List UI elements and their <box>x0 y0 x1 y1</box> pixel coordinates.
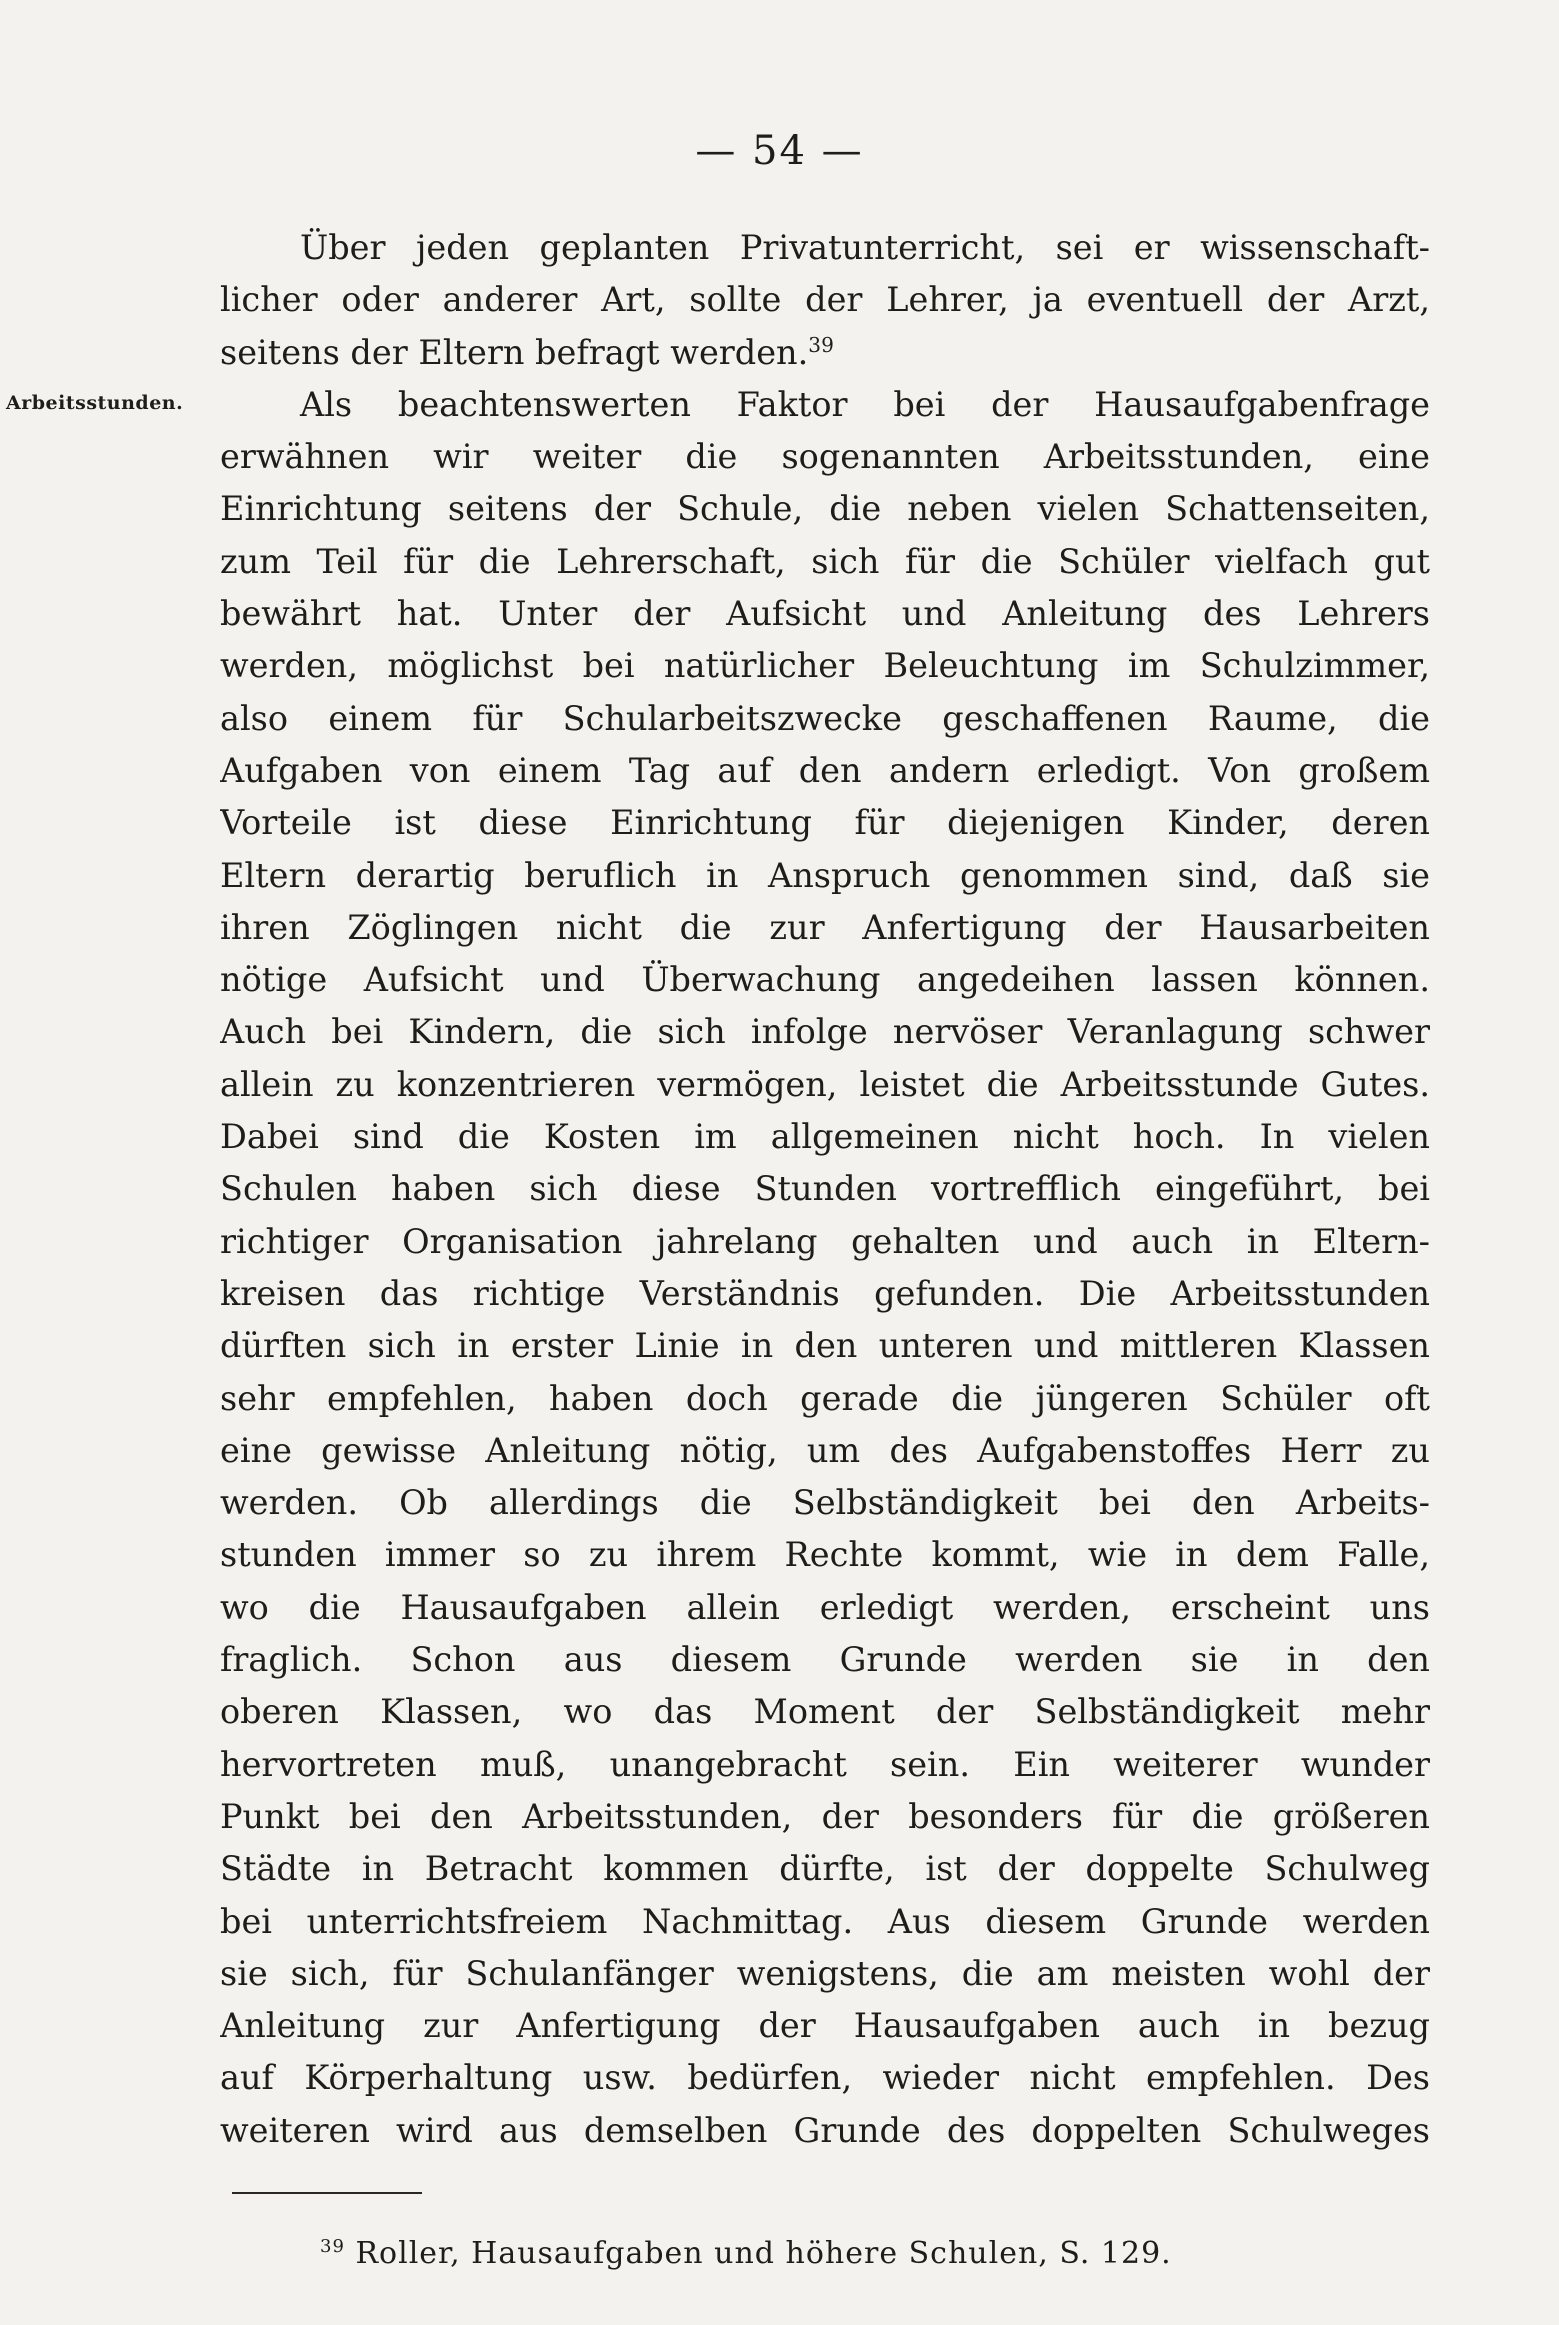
text-line: licher oder anderer Art, sollte der Lehrer, ja eventuell der Arzt, <box>220 280 1430 320</box>
text-line: Über jeden geplanten Privatunterricht, sei er wissenschaft- <box>300 228 1430 267</box>
text-line: also einem für Schularbeitszwecke geschaffenen Raume, die <box>220 698 1430 738</box>
text-line: zum Teil für die Lehrerschaft, sich für die Schüler vielfach gut <box>220 541 1430 581</box>
text-line: oberen Klassen, wo das Moment der Selbständigkeit mehr <box>220 1692 1430 1732</box>
margin-note: Arbeitsstunden. <box>6 392 184 414</box>
text-line: bewährt hat. Unter der Aufsicht und Anleitung des Lehrers <box>220 594 1430 634</box>
text-line: Schulen haben sich diese Stunden vortrefflich eingeführt, bei <box>220 1169 1430 1209</box>
text-line: bei unterrichtsfreiem Nachmittag. Aus diesem Grunde werden <box>220 1901 1430 1941</box>
text-line: weiteren wird aus demselben Grunde des doppelten Schulweges <box>220 2110 1430 2150</box>
text-line: Städte in Betracht kommen dürfte, ist der doppelte Schulweg <box>220 1849 1430 1889</box>
text-line: ihren Zöglingen nicht die zur Anfertigung der Hausarbeiten <box>220 907 1430 947</box>
footnote-text: Roller, Hausaufgaben und höhere Schulen, S. 129. <box>355 2236 1172 2271</box>
text-line: Eltern derartig beruflich in Anspruch genommen sind, daß sie <box>220 855 1430 895</box>
text-line: richtiger Organisation jahrelang gehalten und auch in Eltern- <box>220 1221 1430 1261</box>
text-line: nötige Aufsicht und Überwachung angedeihen lassen können. <box>220 960 1430 1000</box>
text-line: wo die Hausaufgaben allein erledigt werden, erscheint uns <box>220 1587 1430 1627</box>
text-line: sehr empfehlen, haben doch gerade die jüngeren Schüler oft <box>220 1378 1430 1418</box>
text-line: werden, möglichst bei natürlicher Beleuchtung im Schulzimmer, <box>220 646 1430 686</box>
text-line: dürften sich in erster Linie in den unteren und mittleren Klassen <box>220 1326 1430 1366</box>
text-line-content: seitens der Eltern befragt werden. <box>220 332 809 372</box>
text-line: Auch bei Kindern, die sich infolge nervöser Veranlagung schwer <box>220 1012 1430 1052</box>
text-line: Als beachtenswerten Faktor bei der Hausaufgabenfrage <box>300 384 1430 424</box>
page-number: — 54 — <box>695 128 864 174</box>
text-line: sie sich, für Schulanfänger wenigstens, die am meisten wohl der <box>220 1953 1430 1993</box>
text-line: erwähnen wir weiter die sogenannten Arbeitsstunden, eine <box>220 437 1430 477</box>
text-line: hervortreten muß, unangebracht sein. Ein weiterer wunder <box>220 1744 1430 1784</box>
text-line: fraglich. Schon aus diesem Grunde werden sie in den <box>220 1640 1430 1680</box>
text-line: auf Körperhaltung usw. bedürfen, wieder nicht empfehlen. Des <box>220 2058 1430 2098</box>
footnote-divider <box>232 2192 422 2194</box>
text-line: kreisen das richtige Verständnis gefunden. Die Arbeitsstunden <box>220 1273 1430 1313</box>
text-line: Aufgaben von einem Tag auf den andern erledigt. Von großem <box>220 750 1430 790</box>
footnote-marker: 39 <box>320 2236 345 2257</box>
main-text <box>220 222 1430 2157</box>
text-line: Anleitung zur Anfertigung der Hausaufgaben auch in bezug <box>220 2006 1430 2046</box>
text-line: Dabei sind die Kosten im allgemeinen nicht hoch. In vielen <box>220 1117 1430 1157</box>
text-line: Vorteile ist diese Einrichtung für diejenigen Kinder, deren <box>220 803 1430 843</box>
text-line: Einrichtung seitens der Schule, die neben vielen Schattenseiten, <box>220 489 1430 529</box>
text-line <box>220 327 1430 379</box>
text-line: allein zu konzentrieren vermögen, leistet die Arbeitsstunde Gutes. <box>220 1064 1430 1104</box>
text-line: Punkt bei den Arbeitsstunden, der besonders für die größeren <box>220 1796 1430 1836</box>
footnote <box>320 2236 1172 2271</box>
text-line: werden. Ob allerdings die Selbständigkeit bei den Arbeits- <box>220 1483 1430 1523</box>
footnote-reference: 39 <box>808 332 834 357</box>
text-line: stunden immer so zu ihrem Rechte kommt, wie in dem Falle, <box>220 1535 1430 1575</box>
text-line: eine gewisse Anleitung nötig, um des Aufgabenstoffes Herr zu <box>220 1430 1430 1470</box>
